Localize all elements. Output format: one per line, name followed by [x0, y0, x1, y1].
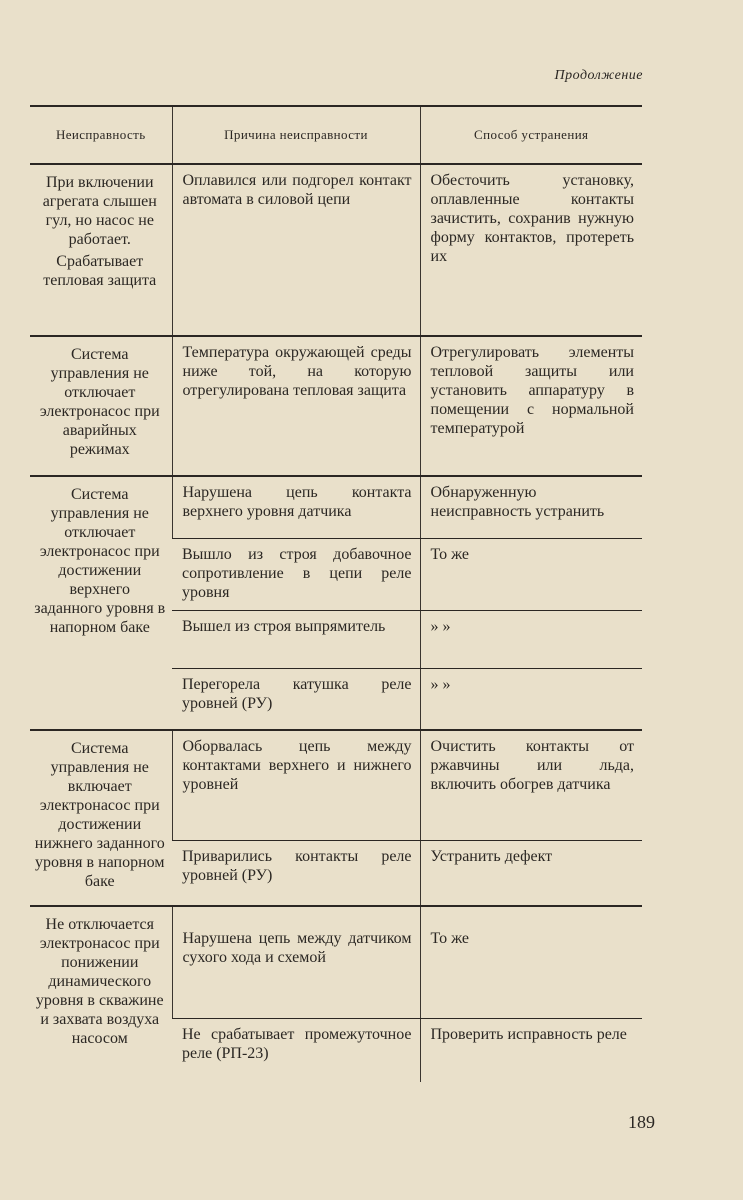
- cause-cell: Температура окружающей среды ниже той, на которую отрегулирована тепловая защита: [172, 336, 420, 476]
- cause-cell: Нарушена цепь контакта верхнего уровня датчика: [172, 476, 420, 538]
- fault-cell: Система управления не включает электронасос при достижении нижнего заданного уровня в напорном баке: [30, 730, 172, 906]
- cause-cell: Вышло из строя добавочное сопротивление в цепи реле уровня: [172, 538, 420, 610]
- column-header-fault: Неисправность: [30, 106, 172, 164]
- column-header-remedy: Способ устранения: [420, 106, 642, 164]
- table-row: [30, 730, 642, 840]
- cause-cell: Оборвалась цепь между контактами верхнего и нижнего уровней: [172, 730, 420, 840]
- page-number: 189: [628, 1112, 655, 1132]
- cause-cell: Оплавился или подгорел контакт автомата в силовой цепи: [172, 164, 420, 336]
- fault-note: Срабатывает тепловая защита: [43, 253, 157, 289]
- remedy-cell: Устранить дефект: [420, 840, 642, 906]
- remedy-cell: » »: [420, 668, 642, 730]
- fault-cell: Не отключается электронасос при понижении динамического уровня в скважине и захвата воздуха насосом: [35, 916, 164, 1047]
- table-row: [30, 336, 642, 476]
- cause-cell: Вышел из строя выпрямитель: [172, 610, 420, 668]
- remedy-cell: Обесточить установку, оплавленные контакты зачистить, сохранив нужную форму контактов, протереть их: [420, 164, 642, 336]
- cause-cell: Приварились контакты реле уровней (РУ): [172, 840, 420, 906]
- table-row: [30, 476, 642, 538]
- fault-text: При включении агрегата слышен гул, но насос не работает.: [42, 174, 157, 248]
- fault-cell: Система управления не отключает электронасос при достижении верхнего заданного уровня в напорном баке: [30, 476, 172, 730]
- remedy-cell: Очистить контакты от ржавчины или льда, включить обогрев датчика: [420, 730, 642, 840]
- remedy-cell: То же: [420, 906, 642, 1018]
- cause-cell: Не срабатывает промежуточное реле (РП-23): [182, 1025, 412, 1062]
- fault-cell: Система управления не отключает электронасос при аварийных режимах: [30, 336, 172, 476]
- cause-cell: Нарушена цепь между датчиком сухого хода и схемой: [172, 906, 420, 1018]
- cause-cell: Перегорела катушка реле уровней (РУ): [172, 668, 420, 730]
- remedy-cell: Проверить исправность реле: [420, 1018, 642, 1082]
- remedy-cell: » »: [420, 610, 642, 668]
- remedy-cell: Обнаруженную неисправность устранить: [420, 476, 642, 538]
- column-header-cause: Причина неисправности: [172, 106, 420, 164]
- continuation-label: Продолжение: [554, 68, 643, 83]
- fault-table: [30, 105, 642, 1082]
- table-header-row: [30, 106, 642, 164]
- table-row: [30, 906, 642, 1018]
- remedy-cell: То же: [420, 538, 642, 610]
- fault-cell: [30, 164, 172, 336]
- table-row: [30, 164, 642, 336]
- remedy-cell: Отрегулировать элементы тепловой защиты или установить аппаратуру в помещении с нормальной температурой: [420, 336, 642, 476]
